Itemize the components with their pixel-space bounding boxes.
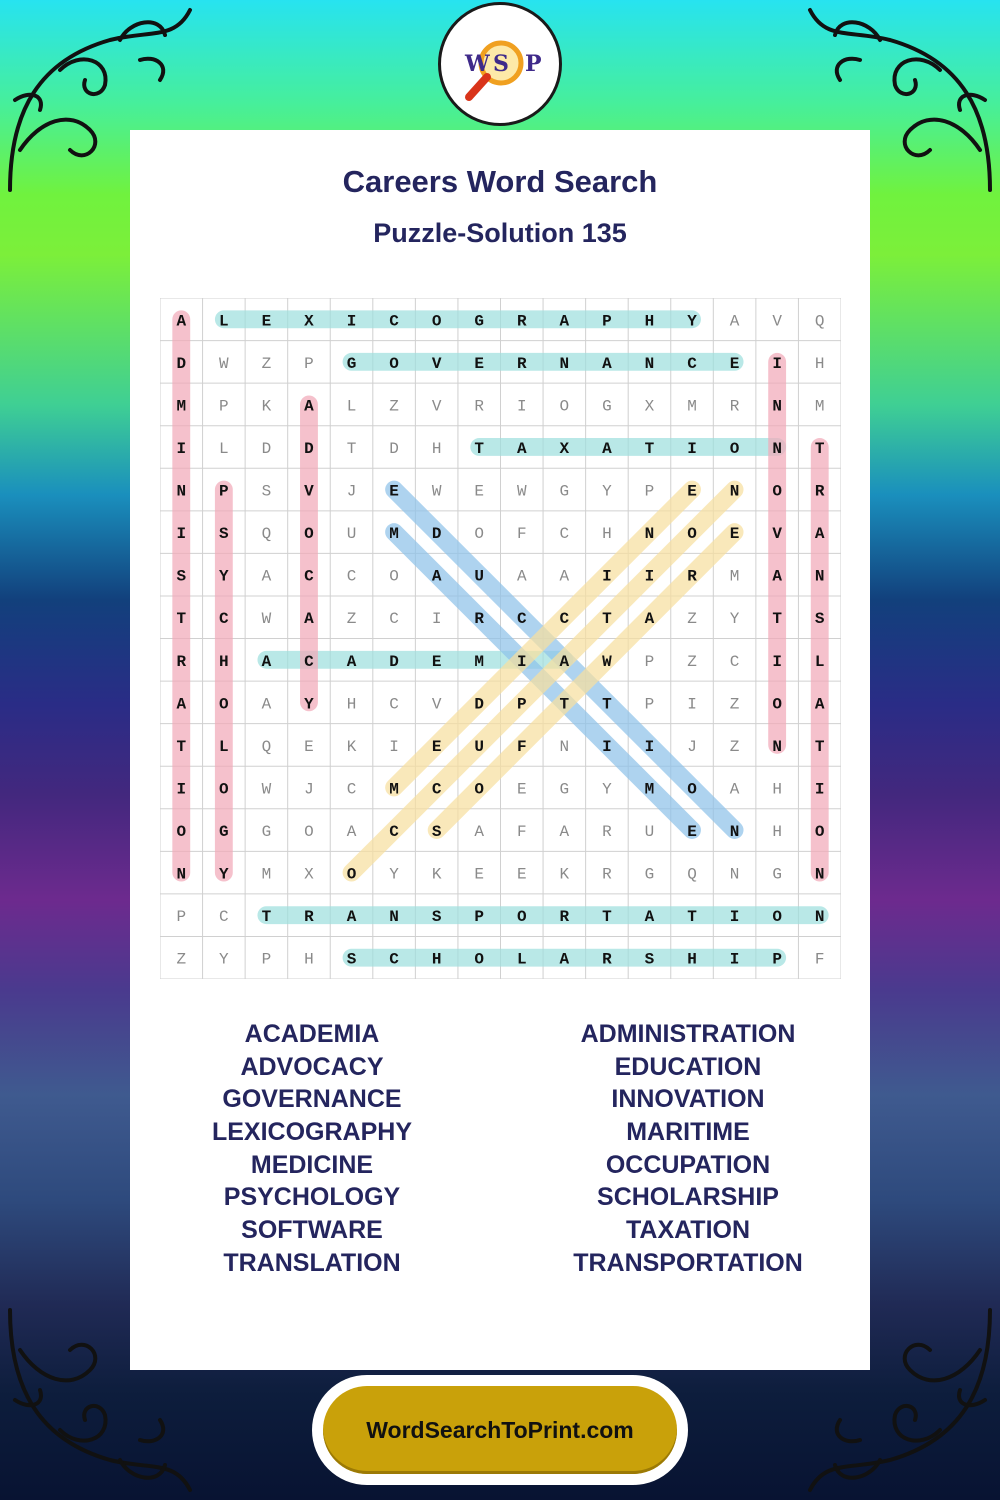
word-list-item: INNOVATION (611, 1085, 765, 1114)
grid-cell-letter[interactable]: M (389, 780, 399, 799)
grid-cell-letter[interactable]: C (304, 652, 314, 671)
grid-cell-letter[interactable]: T (687, 908, 697, 927)
grid-cell-letter[interactable]: N (814, 908, 825, 927)
grid-cell-letter[interactable]: P (176, 908, 187, 927)
grid-cell-letter[interactable]: G (474, 312, 485, 331)
grid-cell-letter[interactable]: O (389, 567, 399, 586)
grid-cell-letter[interactable]: P (516, 695, 527, 714)
grid-cell-letter[interactable]: I (644, 737, 655, 756)
grid-cell-letter[interactable]: P (261, 950, 272, 969)
grid-cell-letter[interactable]: V (304, 482, 314, 501)
grid-cell-letter[interactable]: I (814, 780, 825, 799)
grid-cell-letter[interactable]: P (602, 312, 612, 331)
grid-cell-letter[interactable]: Z (176, 950, 187, 969)
grid-cell-letter[interactable]: D (261, 439, 272, 458)
grid-cell-letter[interactable]: E (516, 780, 527, 799)
grid-cell-letter[interactable]: C (687, 354, 697, 373)
grid-cell-letter[interactable]: N (559, 737, 570, 756)
grid-cell-letter[interactable]: U (346, 525, 357, 544)
grid-cell-letter[interactable]: G (602, 397, 612, 416)
grid-cell-letter[interactable]: I (431, 610, 442, 629)
grid-cell-letter[interactable]: A (261, 567, 272, 586)
grid-cell-letter[interactable]: W (261, 780, 272, 799)
grid-cell-letter[interactable]: E (516, 865, 527, 884)
grid-cell-letter[interactable]: R (729, 397, 740, 416)
grid-cell-letter[interactable]: O (389, 354, 399, 373)
grid-cell-letter[interactable]: C (346, 567, 357, 586)
grid-cell-letter[interactable]: M (729, 567, 740, 586)
grid-cell-letter[interactable]: O (516, 908, 527, 927)
grid-cell-letter[interactable]: A (346, 823, 357, 842)
logo-letter-w: W (465, 51, 490, 77)
grid-cell-letter[interactable]: A (644, 610, 655, 629)
grid-cell-letter[interactable]: O (346, 865, 357, 884)
grid-cell-letter[interactable]: J (304, 780, 314, 799)
grid-cell-letter[interactable]: F (814, 950, 825, 969)
grid-cell-letter[interactable]: K (431, 865, 442, 884)
grid-cell-letter[interactable]: P (644, 652, 655, 671)
grid-cell-letter[interactable]: Z (389, 397, 399, 416)
grid-cell-letter[interactable]: S (261, 482, 272, 501)
grid-cell-letter[interactable]: E (729, 354, 740, 373)
grid-cell-letter[interactable]: X (644, 397, 655, 416)
grid-cell-letter[interactable]: R (687, 567, 697, 586)
grid-cell-letter[interactable]: C (559, 525, 570, 544)
grid-cell-letter[interactable]: O (474, 780, 485, 799)
grid-cell-letter[interactable]: D (389, 439, 399, 458)
wsp-logo[interactable] (438, 2, 562, 126)
grid-cell-letter[interactable]: Y (389, 865, 399, 884)
grid-cell-letter[interactable]: M (261, 865, 272, 884)
grid-cell-letter[interactable]: R (516, 354, 527, 373)
grid-cell-letter[interactable]: A (729, 780, 740, 799)
magnifier-handle-icon (469, 77, 487, 97)
grid-cell-letter[interactable]: I (772, 354, 782, 373)
grid-cell-letter[interactable]: J (346, 482, 357, 501)
word-list-item: GOVERNANCE (222, 1085, 402, 1114)
grid-cell-letter[interactable]: N (772, 439, 782, 458)
grid-cell-letter[interactable]: E (304, 737, 314, 756)
grid-cell-letter[interactable]: O (559, 397, 570, 416)
grid-cell-letter[interactable]: I (516, 397, 527, 416)
grid-cell-letter[interactable]: A (559, 567, 570, 586)
grid-cell-letter[interactable]: V (431, 695, 442, 714)
grid-cell-letter[interactable]: S (219, 525, 229, 544)
word-list-item: ADMINISTRATION (580, 1020, 796, 1048)
grid-cell-letter[interactable]: L (219, 439, 229, 458)
grid-cell-letter[interactable]: Q (261, 525, 272, 544)
grid-cell-letter[interactable]: A (304, 610, 314, 629)
grid-cell-letter[interactable]: M (644, 780, 655, 799)
grid-cell-letter[interactable]: H (431, 439, 442, 458)
grid-cell-letter[interactable]: Y (687, 312, 697, 331)
grid-cell-letter[interactable]: U (474, 567, 485, 586)
grid-cell-letter[interactable]: C (559, 610, 570, 629)
grid-cell-letter[interactable]: P (219, 397, 229, 416)
grid-cell-letter[interactable]: V (772, 525, 782, 544)
grid-cell-letter[interactable]: S (814, 610, 825, 629)
grid-cell-letter[interactable]: S (431, 823, 442, 842)
grid-cell-letter[interactable]: Z (687, 610, 697, 629)
grid-cell-letter[interactable]: V (431, 354, 442, 373)
grid-cell-letter[interactable]: E (431, 652, 442, 671)
grid-cell-letter[interactable]: C (431, 780, 442, 799)
grid-cell-letter[interactable]: M (814, 397, 825, 416)
grid-cell-letter[interactable]: L (814, 652, 825, 671)
grid-cell-letter[interactable]: O (772, 482, 782, 501)
grid-cell-letter[interactable]: R (602, 865, 612, 884)
grid-cell-letter[interactable]: C (516, 610, 527, 629)
grid-cell-letter[interactable]: M (687, 397, 697, 416)
grid-cell-letter[interactable]: N (772, 737, 782, 756)
grid-cell-letter[interactable]: U (474, 737, 485, 756)
grid-cell-letter[interactable]: C (389, 312, 399, 331)
word-search-grid (160, 298, 841, 979)
grid-cell-letter[interactable]: I (346, 312, 357, 331)
grid-cell-letter[interactable]: E (474, 482, 485, 501)
grid-cell-letter[interactable]: I (602, 567, 612, 586)
grid-cell-letter[interactable]: A (644, 908, 655, 927)
grid-cell-letter[interactable]: T (261, 908, 272, 927)
word-list-item: SOFTWARE (241, 1216, 383, 1245)
grid-cell-letter[interactable]: C (346, 780, 357, 799)
grid-cell-letter[interactable]: O (772, 695, 782, 714)
logo-letter-p: P (525, 51, 542, 77)
grid-cell-letter[interactable]: P (644, 482, 655, 501)
grid-cell-letter[interactable]: O (729, 439, 740, 458)
grid-cell-letter[interactable]: N (729, 482, 740, 501)
word-list-item: TRANSLATION (223, 1248, 401, 1277)
grid-cell-letter[interactable]: N (729, 823, 740, 842)
grid-cell-letter[interactable]: K (261, 397, 272, 416)
grid-cell-letter[interactable]: A (559, 823, 570, 842)
grid-cell-letter[interactable]: Z (346, 610, 357, 629)
grid-cell-letter[interactable]: D (474, 695, 485, 714)
grid-cell-letter[interactable]: H (304, 950, 314, 969)
grid-cell-letter[interactable]: T (602, 695, 612, 714)
grid-cell-letter[interactable]: C (389, 610, 399, 629)
grid-cell-letter[interactable]: M (389, 525, 399, 544)
grid-cell-letter[interactable]: R (474, 397, 485, 416)
grid-cell-letter[interactable]: A (729, 312, 740, 331)
grid-cell-letter[interactable]: E (261, 312, 272, 331)
word-list-item: EDUCATION (614, 1052, 762, 1081)
page-title: Careers Word Search (342, 164, 658, 199)
grid-cell-letter[interactable]: G (261, 823, 272, 842)
grid-cell-letter[interactable]: I (389, 737, 399, 756)
grid-cell-letter[interactable]: A (516, 439, 527, 458)
grid-cell-letter[interactable]: A (602, 354, 612, 373)
grid-cell-letter[interactable]: O (176, 823, 187, 842)
grid-cell-letter[interactable]: C (729, 652, 740, 671)
grid-cell-letter[interactable]: P (304, 354, 314, 373)
grid-cell-letter[interactable]: Y (219, 567, 229, 586)
grid-cell-letter[interactable]: O (431, 312, 442, 331)
grid-cell-letter[interactable]: S (431, 908, 442, 927)
grid-cell-letter[interactable]: A (516, 567, 527, 586)
grid-cell-letter[interactable]: I (772, 652, 782, 671)
grid-cell-letter[interactable]: I (687, 695, 697, 714)
grid-cell-letter[interactable]: W (261, 610, 272, 629)
grid-cell-letter[interactable]: R (559, 908, 570, 927)
grid-cell-letter[interactable]: H (602, 525, 612, 544)
grid-cell-letter[interactable]: Y (219, 865, 229, 884)
grid-cell-letter[interactable]: D (304, 439, 314, 458)
grid-cell-letter[interactable]: W (602, 652, 612, 671)
grid-cell-letter[interactable]: T (644, 439, 655, 458)
grid-cell-letter[interactable]: W (516, 482, 527, 501)
grid-cell-letter[interactable]: I (729, 950, 740, 969)
grid-cell-letter[interactable]: X (304, 312, 314, 331)
grid-cell-letter[interactable]: Q (687, 865, 697, 884)
grid-cell-letter[interactable]: N (176, 865, 187, 884)
grid-cell-letter[interactable]: O (219, 780, 229, 799)
grid-cell-letter[interactable]: H (772, 823, 782, 842)
grid-cell-letter[interactable]: A (304, 397, 314, 416)
grid-cell-letter[interactable]: W (431, 482, 442, 501)
site-link-button[interactable]: WordSearchToPrint.com (323, 1386, 677, 1474)
word-list-item: SCHOLARSHIP (597, 1183, 779, 1212)
grid-cell-letter[interactable]: N (176, 482, 187, 501)
grid-cell-letter[interactable]: U (644, 823, 655, 842)
grid-cell-letter[interactable]: E (729, 525, 740, 544)
grid-cell-letter[interactable]: D (389, 652, 399, 671)
grid-cell-letter[interactable]: A (559, 950, 570, 969)
grid-cell-letter[interactable]: I (176, 525, 187, 544)
grid-cell-letter[interactable]: H (687, 950, 697, 969)
grid-cell-letter[interactable]: T (814, 737, 825, 756)
grid-cell-letter[interactable]: A (346, 908, 357, 927)
grid-cell-letter[interactable]: K (559, 865, 570, 884)
grid-cell-letter[interactable]: R (602, 823, 612, 842)
grid-cell-letter[interactable]: O (687, 780, 697, 799)
grid-cell-letter[interactable]: T (176, 737, 187, 756)
grid-cell-letter[interactable]: H (644, 312, 655, 331)
grid-cell-letter[interactable]: O (304, 823, 314, 842)
grid-cell-letter[interactable]: A (261, 652, 272, 671)
word-list-item: MARITIME (626, 1118, 750, 1147)
grid-cell-letter[interactable]: A (559, 652, 570, 671)
grid-cell-letter[interactable]: Y (219, 950, 229, 969)
grid-cell-letter[interactable]: R (474, 610, 485, 629)
grid-cell-letter[interactable]: N (644, 354, 655, 373)
grid-cell-letter[interactable]: A (346, 652, 357, 671)
grid-cell-letter[interactable]: A (474, 823, 485, 842)
grid-cell-letter[interactable]: S (346, 950, 357, 969)
grid-cell-letter[interactable]: N (814, 865, 825, 884)
grid-cell-letter[interactable]: V (431, 397, 442, 416)
grid-cell-letter[interactable]: P (474, 908, 485, 927)
grid-cell-letter[interactable]: I (687, 439, 697, 458)
grid-cell-letter[interactable]: O (474, 525, 485, 544)
grid-cell-letter[interactable]: O (474, 950, 485, 969)
grid-cell-letter[interactable]: N (814, 567, 825, 586)
grid-cell-letter[interactable]: D (431, 525, 442, 544)
grid-cell-letter[interactable]: J (687, 737, 697, 756)
grid-cell-letter[interactable]: T (602, 908, 612, 927)
grid-cell-letter[interactable]: F (516, 737, 527, 756)
grid-cell-letter[interactable]: G (559, 780, 570, 799)
grid-cell-letter[interactable]: C (389, 695, 399, 714)
grid-cell-letter[interactable]: O (772, 908, 782, 927)
grid-cell-letter[interactable]: E (431, 737, 442, 756)
grid-cell-letter[interactable]: C (304, 567, 314, 586)
grid-cell-letter[interactable]: Z (729, 695, 740, 714)
grid-cell-letter[interactable]: S (644, 950, 655, 969)
grid-cell-letter[interactable]: F (516, 525, 527, 544)
grid-cell-letter[interactable]: G (219, 823, 229, 842)
grid-cell-letter[interactable]: E (389, 482, 399, 501)
grid-cell-letter[interactable]: K (346, 737, 357, 756)
grid-cell-letter[interactable]: O (219, 695, 229, 714)
word-list-left (127, 1018, 497, 1280)
grid-cell-letter[interactable]: H (772, 780, 782, 799)
grid-cell-letter[interactable]: T (559, 695, 570, 714)
grid-cell-letter[interactable]: M (474, 652, 485, 671)
grid-cell-letter[interactable]: P (772, 950, 782, 969)
grid-cell-letter[interactable]: H (431, 950, 442, 969)
word-list-item: MEDICINE (250, 1150, 374, 1179)
grid-cell-letter[interactable]: C (219, 610, 229, 629)
grid-cell-letter[interactable]: I (729, 908, 740, 927)
grid-cell-letter[interactable]: O (304, 525, 314, 544)
grid-cell-letter[interactable]: A (176, 695, 187, 714)
grid-cell-letter[interactable]: T (772, 610, 782, 629)
grid-cell-letter[interactable]: G (772, 865, 782, 884)
grid-cell-letter[interactable]: R (304, 908, 314, 927)
grid-cell-letter[interactable]: Z (687, 652, 697, 671)
grid-cell-letter[interactable]: E (474, 865, 485, 884)
grid-cell-letter[interactable]: E (687, 823, 697, 842)
grid-cell-letter[interactable]: X (559, 439, 570, 458)
grid-cell-letter[interactable]: H (814, 354, 825, 373)
grid-cell-letter[interactable]: C (389, 950, 399, 969)
grid-cell-letter[interactable]: A (261, 695, 272, 714)
grid-cell-letter[interactable]: R (602, 950, 612, 969)
grid-cell-letter[interactable]: G (346, 354, 357, 373)
grid-cell-letter[interactable]: E (474, 354, 485, 373)
grid-cell-letter[interactable]: Z (261, 354, 272, 373)
grid-cell-letter[interactable]: A (814, 525, 825, 544)
grid-cell-letter[interactable]: G (559, 482, 570, 501)
grid-cell-letter[interactable]: A (772, 567, 782, 586)
grid-cell-letter[interactable]: O (687, 525, 697, 544)
grid-cell-letter[interactable]: R (516, 312, 527, 331)
grid-cell-letter[interactable]: L (516, 950, 527, 969)
grid-cell-letter[interactable]: N (729, 865, 740, 884)
word-list-item: TRANSPORTATION (573, 1248, 803, 1277)
word-list-item: LEXICOGRAPHY (211, 1118, 413, 1147)
grid-cell-letter[interactable]: I (602, 737, 612, 756)
word-list-item: OCCUPATION (605, 1150, 771, 1179)
grid-cell-letter[interactable]: A (559, 312, 570, 331)
grid-cell-letter[interactable]: D (176, 354, 187, 373)
grid-cell-letter[interactable]: H (219, 652, 229, 671)
grid-cell-letter[interactable]: Y (304, 695, 314, 714)
grid-cell-letter[interactable]: P (644, 695, 655, 714)
grid-cell-letter[interactable]: P (219, 482, 229, 501)
page-subtitle: Puzzle-Solution 135 (373, 218, 627, 248)
grid-cell-letter[interactable]: R (814, 482, 825, 501)
grid-cell-letter[interactable]: T (176, 610, 187, 629)
grid-cell-letter[interactable]: I (516, 652, 527, 671)
grid-cell-letter[interactable]: A (814, 695, 825, 714)
grid-cell-letter[interactable]: A (602, 439, 612, 458)
word-list-right (503, 1018, 873, 1280)
grid-cell-letter[interactable]: N (559, 354, 570, 373)
grid-cell-letter[interactable]: Z (729, 737, 740, 756)
grid-cell-letter[interactable]: Q (814, 312, 825, 331)
grid-cell-letter[interactable]: Y (602, 780, 612, 799)
grid-cell-letter[interactable]: T (346, 439, 357, 458)
grid-cell-letter[interactable]: O (814, 823, 825, 842)
grid-cell-letter[interactable]: M (176, 397, 187, 416)
grid-cell-letter[interactable]: C (389, 823, 399, 842)
grid-cell-letter[interactable]: I (176, 439, 187, 458)
grid-cell-letter[interactable]: T (602, 610, 612, 629)
grid-cell-letter[interactable]: C (219, 908, 229, 927)
footer-badge (312, 1375, 688, 1485)
grid-cell-letter[interactable]: F (516, 823, 527, 842)
grid-cell-letter[interactable]: S (176, 567, 187, 586)
grid-cell-letter[interactable]: X (304, 865, 314, 884)
grid-cell-letter[interactable]: Q (261, 737, 272, 756)
grid-cell-letter[interactable]: V (772, 312, 782, 331)
grid-cell-letter[interactable]: H (346, 695, 357, 714)
grid-cell-letter[interactable]: R (176, 652, 187, 671)
grid-cell-letter[interactable]: I (176, 780, 187, 799)
grid-cell-letter[interactable]: I (644, 567, 655, 586)
grid-cell-letter[interactable]: T (474, 439, 485, 458)
word-list-item: ADVOCACY (240, 1052, 384, 1081)
grid-cell-letter[interactable]: W (219, 354, 229, 373)
grid-cell-letter[interactable]: N (389, 908, 399, 927)
grid-cell-letter[interactable]: N (772, 397, 782, 416)
grid-cell-letter[interactable]: G (644, 865, 655, 884)
puzzle-panel (130, 130, 870, 1370)
grid-cell-letter[interactable]: T (814, 439, 825, 458)
logo-letter-s: S (493, 51, 509, 77)
grid-cell-letter[interactable]: A (176, 312, 187, 331)
grid-cell-letter[interactable]: Y (602, 482, 612, 501)
grid-cell-letter[interactable]: N (644, 525, 655, 544)
word-list-item: ACADEMIA (244, 1020, 380, 1048)
grid-cell-letter[interactable]: E (687, 482, 697, 501)
word-list-item: TAXATION (625, 1216, 751, 1245)
grid-cell-letter[interactable]: L (219, 737, 229, 756)
grid-cell-letter[interactable]: A (431, 567, 442, 586)
grid-cell-letter[interactable]: L (219, 312, 229, 331)
grid-cell-letter[interactable]: L (346, 397, 357, 416)
word-list-item: PSYCHOLOGY (223, 1183, 401, 1212)
grid-cell-letter[interactable]: Y (729, 610, 740, 629)
